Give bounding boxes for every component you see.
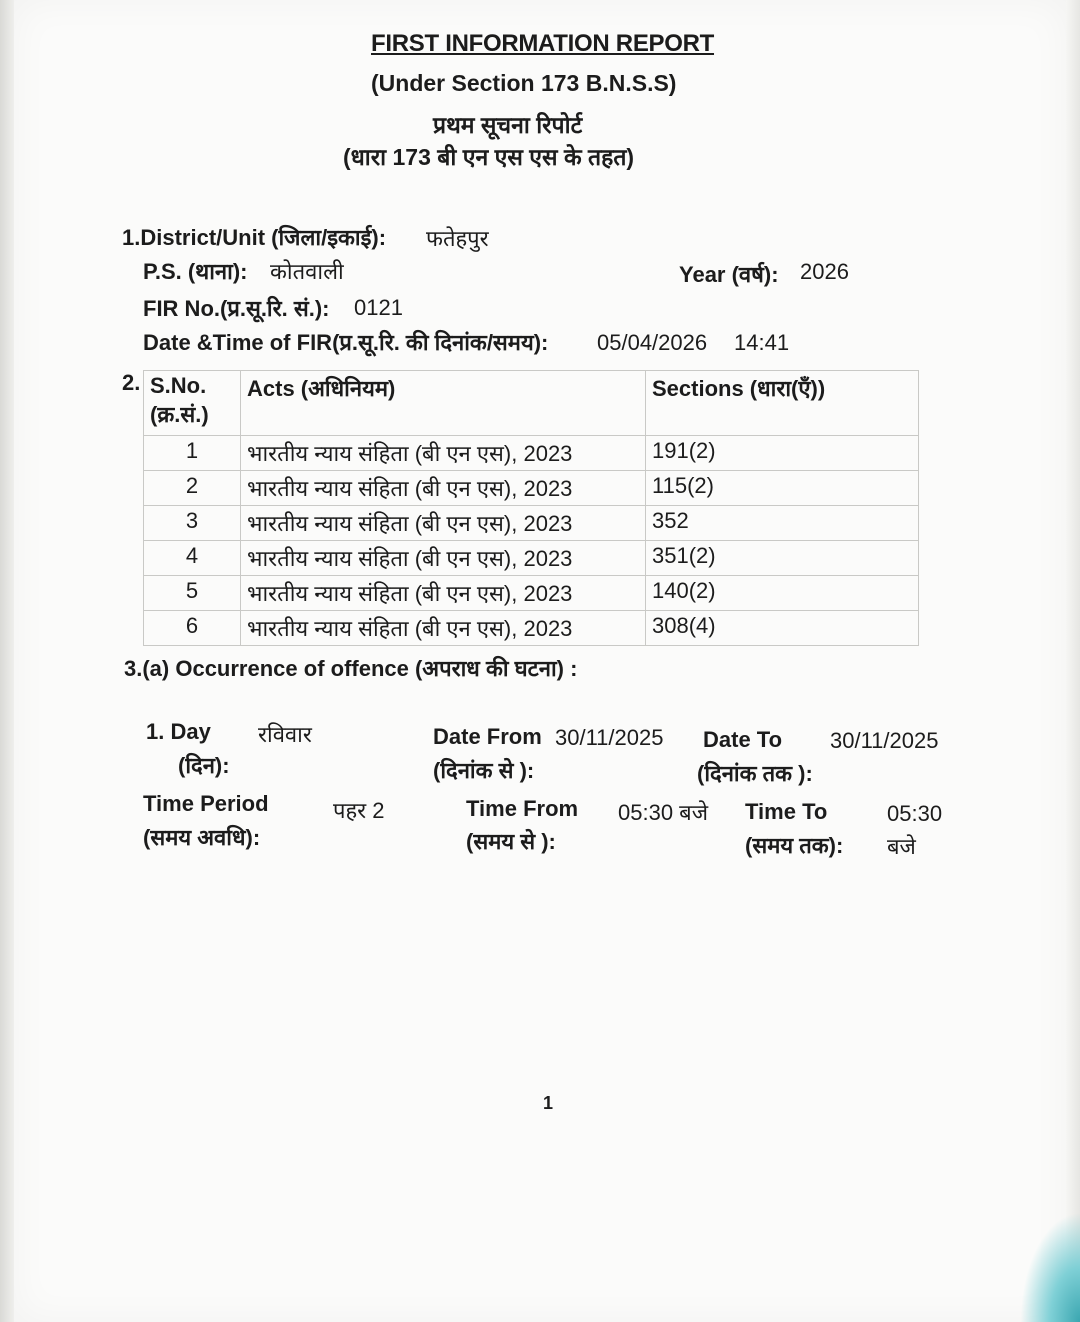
row-sno: 1 — [144, 436, 241, 471]
date-to-label: Date To — [703, 727, 783, 752]
row-section: 308(4) — [646, 611, 919, 646]
row-sno: 3 — [144, 506, 241, 541]
table-row — [144, 576, 919, 611]
date-from-label-hindi: (दिनांक से ): — [433, 758, 535, 783]
acts-header: Acts (अधिनियम) — [241, 371, 646, 436]
year-label: Year (वर्ष): — [679, 262, 779, 287]
day-label: 1. Day — [146, 719, 211, 744]
table-row — [144, 541, 919, 576]
year-value: 2026 — [800, 259, 849, 284]
table-row — [144, 436, 919, 471]
time-to-label-hindi: (समय तक): — [745, 833, 844, 858]
report-title: FIRST INFORMATION REPORT — [371, 30, 715, 57]
row-sno: 6 — [144, 611, 241, 646]
row-sno: 5 — [144, 576, 241, 611]
row-sno: 4 — [144, 541, 241, 576]
paper-edge-right — [1066, 0, 1080, 1322]
occurrence-heading: 3.(a) Occurrence of offence (अपराध की घटना) : — [124, 656, 578, 681]
district-label: 1.District/Unit (जिला/इकाई): — [122, 225, 387, 250]
time-to-value: 05:30 — [887, 801, 943, 826]
fir-datetime-label: Date &Time of FIR(प्र.सू.रि. की दिनांक/समय): — [143, 330, 549, 355]
day-value: रविवार — [258, 722, 312, 747]
fir-number-value: 0121 — [354, 295, 403, 320]
report-subtitle: (Under Section 173 B.N.S.S) — [371, 70, 677, 96]
date-from-label: Date From — [433, 724, 542, 749]
row-act: भारतीय न्याय संहिता (बी एन एस), 2023 — [241, 471, 646, 506]
time-to-value-suffix: बजे — [887, 834, 916, 859]
sections-header: Sections (धारा(एँ)) — [646, 371, 919, 436]
row-section: 351(2) — [646, 541, 919, 576]
paper-edge-left — [0, 0, 14, 1322]
date-to-value: 30/11/2025 — [830, 728, 939, 753]
date-to-label-hindi: (दिनांक तक ): — [697, 761, 813, 786]
row-sno: 2 — [144, 471, 241, 506]
row-section: 191(2) — [646, 436, 919, 471]
time-period-label: Time Period — [143, 791, 269, 816]
time-to-label: Time To — [745, 799, 828, 824]
table-row — [144, 471, 919, 506]
fir-number-label: FIR No.(प्र.सू.रि. सं.): — [143, 296, 330, 321]
ps-label: P.S. (थाना): — [143, 259, 248, 284]
row-section: 140(2) — [646, 576, 919, 611]
day-label-hindi: (दिन): — [178, 753, 230, 778]
page-number: 1 — [543, 1093, 554, 1113]
table-header-row — [144, 371, 919, 436]
row-section: 115(2) — [646, 471, 919, 506]
row-act: भारतीय न्याय संहिता (बी एन एस), 2023 — [241, 611, 646, 646]
district-value: फतेहपुर — [426, 226, 489, 251]
fir-time-value: 14:41 — [734, 330, 790, 355]
section-2-number: 2. — [122, 370, 141, 395]
sno-header-label: S.No. — [150, 373, 207, 398]
time-period-value: पहर 2 — [333, 798, 385, 823]
ps-value: कोतवाली — [270, 259, 344, 284]
time-from-label-hindi: (समय से ): — [466, 829, 556, 854]
acts-sections-table — [143, 370, 919, 646]
row-section: 352 — [646, 506, 919, 541]
sno-header-label-hindi: (क्र.सं.) — [150, 402, 209, 427]
report-subtitle-hindi: (धारा 173 बी एन एस एस के तहत) — [343, 144, 635, 170]
sno-header — [144, 371, 241, 436]
time-from-value: 05:30 बजे — [618, 800, 709, 825]
table-row — [144, 611, 919, 646]
time-from-label: Time From — [466, 796, 579, 821]
row-act: भारतीय न्याय संहिता (बी एन एस), 2023 — [241, 436, 646, 471]
report-title-hindi: प्रथम सूचना रिपोर्ट — [433, 112, 583, 138]
row-act: भारतीय न्याय संहिता (बी एन एस), 2023 — [241, 541, 646, 576]
fir-date-value: 05/04/2026 — [597, 330, 708, 355]
time-period-label-hindi: (समय अवधि): — [143, 825, 261, 850]
date-from-value: 30/11/2025 — [555, 725, 664, 750]
row-act: भारतीय न्याय संहिता (बी एन एस), 2023 — [241, 576, 646, 611]
background-corner — [1020, 1212, 1080, 1322]
row-act: भारतीय न्याय संहिता (बी एन एस), 2023 — [241, 506, 646, 541]
table-row — [144, 506, 919, 541]
